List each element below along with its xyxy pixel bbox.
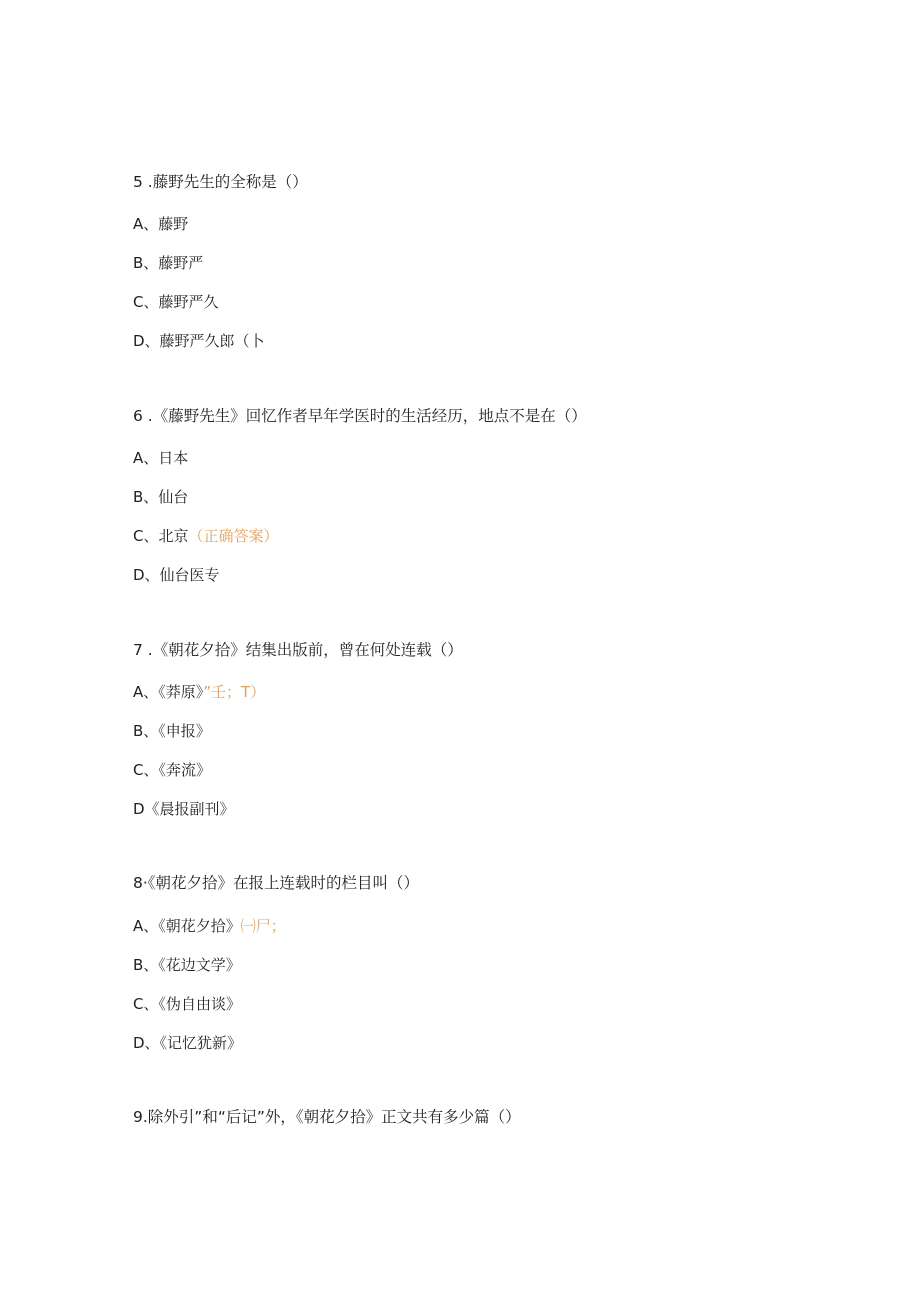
question-7: 7 .《朝花夕拾》结集出版前，曾在何处连载（） xyxy=(133,641,463,659)
option-text: A、日本 xyxy=(133,449,189,467)
option-text: B、《申报》 xyxy=(133,722,211,740)
answer-note: ㈠尸； xyxy=(240,917,286,935)
option-7c xyxy=(133,760,211,780)
option-text: A、藤野 xyxy=(133,215,189,233)
option-6d xyxy=(133,565,220,585)
option-text: C、藤野严久 xyxy=(133,293,219,311)
option-8a xyxy=(133,916,286,936)
option-6a xyxy=(133,448,188,468)
option-text: D、仙台医专 xyxy=(133,566,220,584)
option-text: C、《奔流》 xyxy=(133,761,211,779)
option-8b xyxy=(133,955,241,975)
question-6: 6 .《藤野先生》回忆作者早年学医时的生活经历，地点不是在（） xyxy=(133,407,587,425)
option-5b xyxy=(133,253,203,273)
option-7d xyxy=(133,799,235,819)
option-text: A、《朝花夕拾》 xyxy=(133,917,241,935)
option-text: D、藤野严久郎（卜 xyxy=(133,332,265,350)
option-5d xyxy=(133,331,265,351)
question-5: 5 .藤野先生的全称是（） xyxy=(133,173,308,191)
question-9: 9.除外引”和“后记”外，《朝花夕拾》正文共有多少篇（） xyxy=(133,1108,521,1126)
option-5a xyxy=(133,214,188,234)
option-8c xyxy=(133,994,241,1014)
option-6b xyxy=(133,487,188,507)
option-6c xyxy=(133,526,279,546)
option-text: B、仙台 xyxy=(133,488,189,506)
option-7a xyxy=(133,682,265,702)
option-text: D《晨报副刊》 xyxy=(133,800,235,818)
option-7b xyxy=(133,721,211,741)
option-text: B、藤野严 xyxy=(133,254,204,272)
answer-note: （正确答案） xyxy=(188,527,279,545)
option-text: C、北京 xyxy=(133,527,189,545)
option-text: D、《记忆犹新》 xyxy=(133,1034,243,1052)
option-text: B、《花边文学》 xyxy=(133,956,241,974)
option-text: A、《莽原》 xyxy=(133,683,204,701)
option-5c xyxy=(133,292,218,312)
question-8: 8·《朝花夕拾》在报上连载时的栏目叫（） xyxy=(133,874,420,892)
option-8d xyxy=(133,1033,242,1053)
answer-note: ”壬；T） xyxy=(203,683,266,701)
option-text: C、《伪自由谈》 xyxy=(133,995,241,1013)
